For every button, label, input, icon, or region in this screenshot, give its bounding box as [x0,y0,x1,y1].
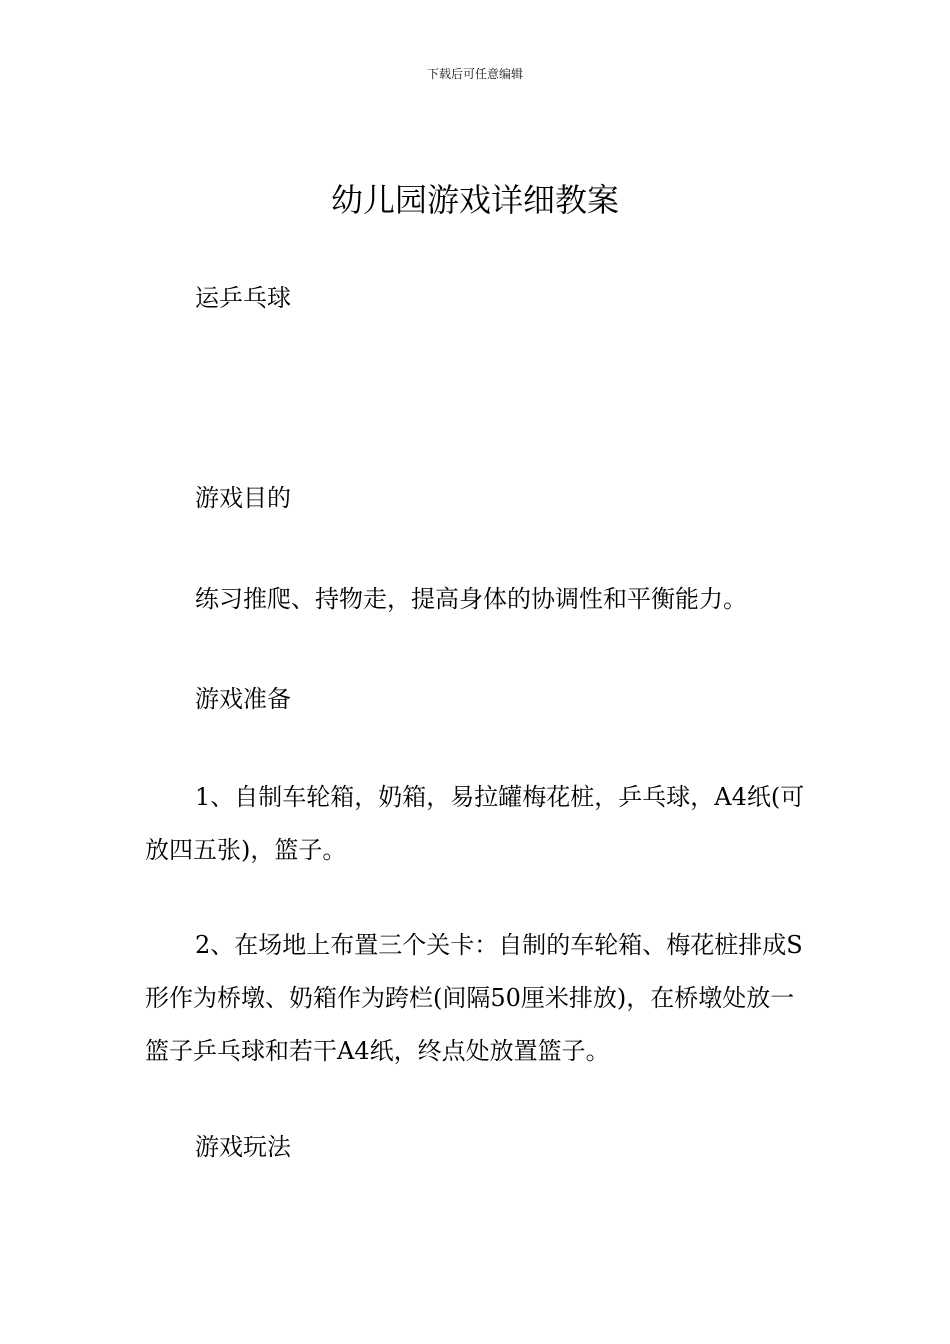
paragraph-game-purpose: 练习推爬、持物走，提高身体的协调性和平衡能力。 [195,585,747,613]
heading-game-preparation: 游戏准备 [195,685,291,713]
paragraph-game-name: 运乒乓球 [195,284,291,312]
document-title: 幼儿园游戏详细教案 [330,181,619,219]
header-note: 下载后可任意编辑 [426,67,523,81]
heading-game-purpose: 游戏目的 [195,484,291,512]
heading-game-rules: 游戏玩法 [195,1133,291,1161]
paragraph-preparation-2: 2、在场地上布置三个关卡：自制的车轮箱、梅花桩排成S形作为桥墩、奶箱作为跨栏(间隔50厘米排放)，在桥墩处放一篮子乒乓球和若干A4纸，终点处放置篮子。 [145,931,803,1065]
paragraph-preparation-1: 1、自制车轮箱，奶箱，易拉罐梅花桩，乒乓球，A4纸(可放四五张)，篮子。 [145,783,805,864]
